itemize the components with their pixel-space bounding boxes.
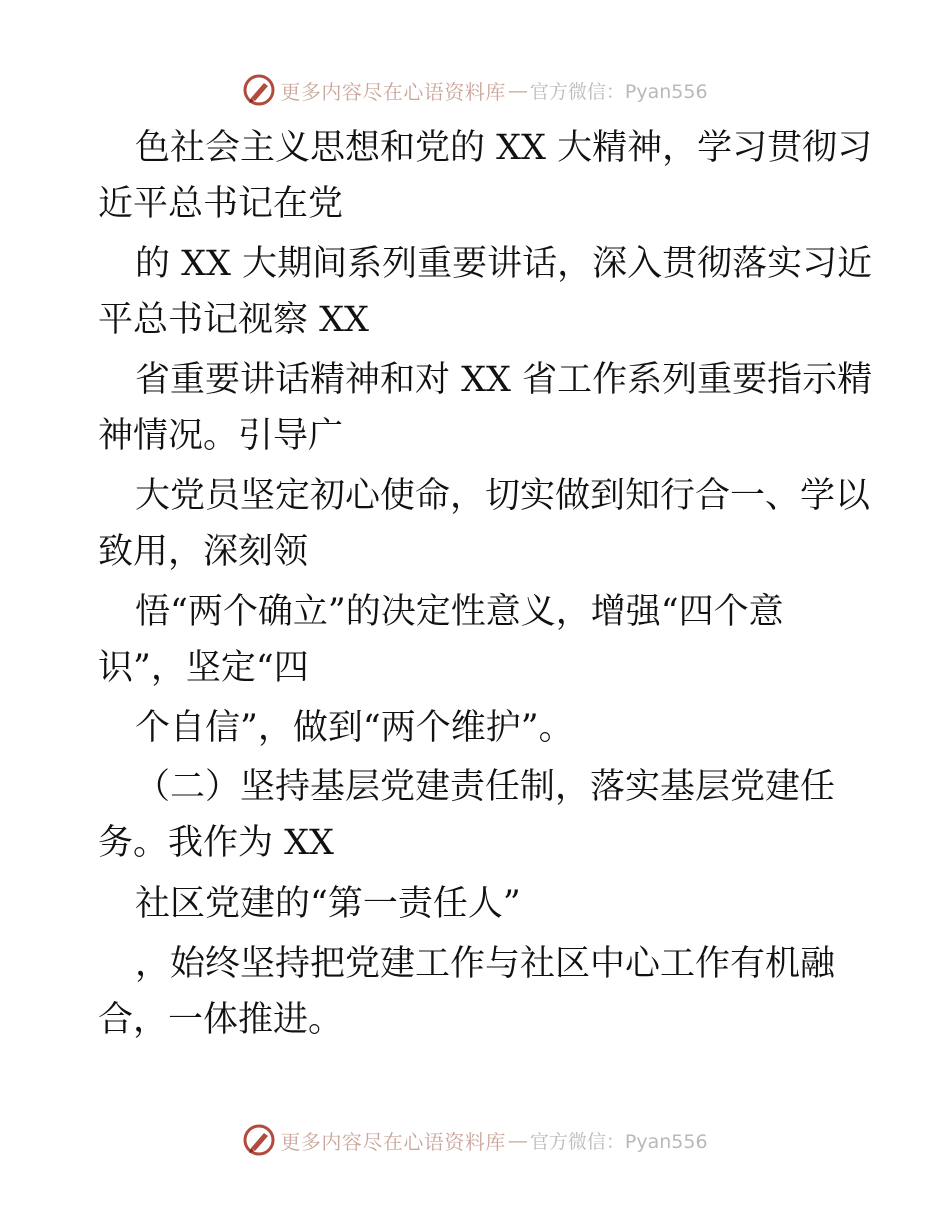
watermark-dash: — [507,1128,528,1152]
body-line: 神情况。引导广 [98,416,344,456]
body-line: 平总书记视察 XX [98,300,369,340]
body-line: 近平总书记在党 [98,184,344,224]
watermark-header [0,70,950,110]
body-line: 务。我作为 XX [98,823,334,863]
body-line: 的 XX 大期间系列重要讲话，深入贯彻落实习近 [135,244,873,284]
body-line: 色社会主义思想和党的 XX 大精神，学习贯彻习 [135,128,873,168]
body-line: 合，一体推进。 [98,1000,344,1040]
pen-logo-icon [242,1123,276,1157]
body-line: 省重要讲话精神和对 XX 省工作系列重要指示精 [135,360,873,400]
watermark-brand: 更多内容尽在心语资料库 [280,79,506,104]
watermark-footer [0,1120,950,1160]
body-line: 个自信”，做到“两个维护”。 [135,708,574,748]
body-line: 识”，坚定“四 [98,648,309,688]
watermark-brand: 更多内容尽在心语资料库 [280,1129,506,1154]
body-line: 悟“两个确立”的决定性意义，增强“四个意 [135,592,784,632]
watermark-contact: 官方微信：Pyan556 [529,80,708,103]
section-heading-line: （二）坚持基层党建责任制，落实基层党建任 [135,767,836,807]
pen-logo-icon [242,73,276,107]
body-line: 致用，深刻领 [98,532,309,572]
body-line: 社区党建的“第一责任人” [135,884,521,924]
watermark-contact: 官方微信：Pyan556 [529,1130,708,1153]
watermark-dash: — [507,78,528,102]
body-line: ，始终坚持把党建工作与社区中心工作有机融 [135,944,836,984]
body-line: 大党员坚定初心使命，切实做到知行合一、学以 [135,476,871,516]
